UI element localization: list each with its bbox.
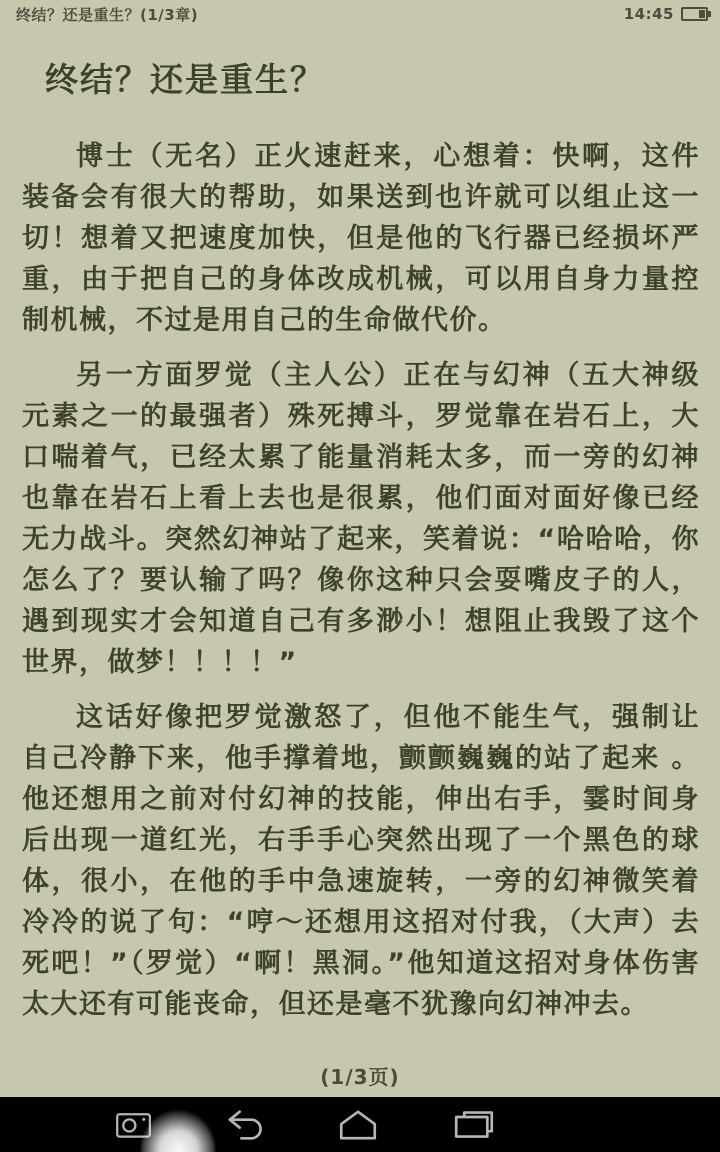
- chapter-info-label: 终结？还是重生？(1/3章): [16, 5, 199, 24]
- home-icon: [337, 1110, 379, 1140]
- battery-fill: [699, 10, 705, 18]
- home-button[interactable]: [330, 1097, 386, 1152]
- recent-apps-button[interactable]: [446, 1097, 502, 1152]
- page-indicator: (1/3页): [320, 1065, 400, 1089]
- status-bar: [0, 0, 720, 28]
- android-nav-bar: [0, 1097, 720, 1152]
- paragraph: 另一方面罗觉（主人公）正在与幻神（五大神级元素之一的最强者）殊死搏斗，罗觉靠在岩石上，大口喘着气，已经太累了能量消耗太多，而一旁的幻神也靠在岩石上看上去也是很累，他们面对面好像已经无力战斗。突然幻神站了起来，笑着说：“哈哈哈，你怎么了？要认输了吗？像你这种只会耍嘴皮子的人，遇到现实才会知道自己有多渺小！想阻止我毁了这个世界，做梦！！！！”: [22, 360, 700, 678]
- paragraph: 这话好像把罗觉激怒了，但他不能生气，强制让自己冷静下来，他手撑着地，颤颤巍巍的站了起来 。他还想用之前对付幻神的技能，伸出右手，霎时间身后出现一道红光，右手手心突然出现了一个黑色的球体，很小，在他的手中急速旋转，一旁的幻神微笑着冷冷的说了句：“哼～还想用这招对付我，（大声）去死吧！”（罗觉）“啊！黑洞。”他知道这招对身体伤害太大还有可能丧命，但还是毫不犹豫向幻神冲去。: [22, 702, 700, 1020]
- battery-icon: [681, 7, 708, 21]
- screenshot-button[interactable]: [106, 1097, 162, 1152]
- back-button[interactable]: [217, 1097, 273, 1152]
- chapter-title: 终结？还是重生？: [45, 60, 325, 99]
- camera-icon: [115, 1111, 153, 1139]
- clock-label: 14:45: [623, 5, 674, 23]
- recent-apps-icon: [452, 1109, 496, 1141]
- back-arrow-icon: [225, 1109, 265, 1141]
- reading-area[interactable]: [22, 28, 700, 1057]
- paragraph: 博士（无名）正火速赶来，心想着：快啊，这件装备会有很大的帮助，如果送到也许就可以组止这一切！想着又把速度加快，但是他的飞行器已经损坏严重，由于把自己的身体改成机械，可以用自身力量控制机械，不过是用自己的生命做代价。: [22, 141, 700, 336]
- status-right-cluster: [624, 5, 708, 23]
